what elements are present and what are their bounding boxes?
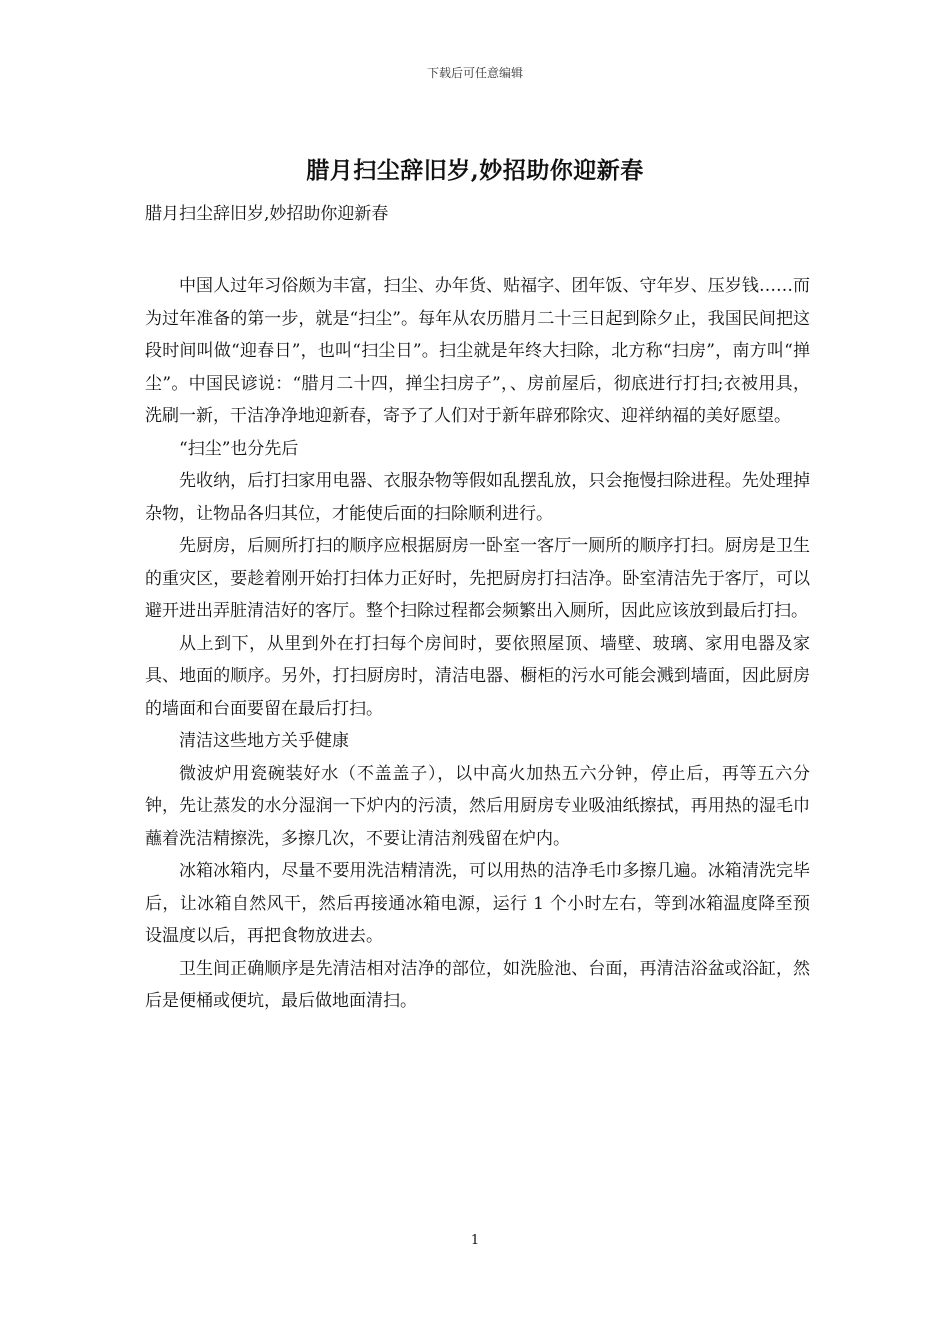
- section-heading-health: 清洁这些地方关乎健康: [179, 731, 349, 751]
- page-title: 腊月扫尘辞旧岁,妙招助你迎新春: [306, 157, 644, 184]
- paragraph-bathroom: 卫生间正确顺序是先清洁相对洁净的部位，如洗脸池、台面，再清洁浴盆或浴缸，然后是便桶或便坑，最后做地面清扫。: [145, 958, 810, 1011]
- section-heading-order: “扫尘”也分先后: [179, 438, 299, 459]
- paragraph-storage-first: 先收纳，后打扫家用电器、衣服杂物等假如乱摆乱放，只会拖慢扫除进程。先处理掉杂物，让物品各归其位，才能使后面的扫除顺利进行。: [145, 471, 810, 524]
- paragraph-top-to-bottom: 从上到下，从里到外在打扫每个房间时，要依照屋顶、墙壁、玻璃、家用电器及家具、地面的顺序。另外，打扫厨房时，清洁电器、橱柜的污水可能会溅到墙面，因此厨房的墙面和台面要留在最后打扫。: [145, 633, 810, 719]
- paragraph-fridge: 冰箱冰箱内，尽量不要用洗洁精清洗，可以用热的洁净毛巾多擦几遍。冰箱清洗完毕后，让冰箱自然风干，然后再接通冰箱电源，运行 1 个小时左右，等到冰箱温度降至预设温度以后，再把食物放进去。: [145, 861, 810, 946]
- paragraph-kitchen-first: 先厨房，后厕所打扫的顺序应根据厨房一卧室一客厅一厕所的顺序打扫。厨房是卫生的重灾区，要趁着刚开始打扫体力正好时，先把厨房打扫洁净。卧室清洁先于客厅，可以避开进出弄脏清洁好的客厅。整个扫除过程都会频繁出入厕所，因此应该放到最后打扫。: [145, 536, 810, 621]
- paragraph-microwave: 微波炉用瓷碗装好水（不盖盖子），以中高火加热五六分钟，停止后，再等五六分钟，先让蒸发的水分湿润一下炉内的污渍，然后用厨房专业吸油纸擦拭，再用热的湿毛巾蘸着洗洁精擦洗，多擦几次，不要让清洁剂残留在炉内。: [145, 763, 810, 849]
- page-subtitle: 腊月扫尘辞旧岁,妙招助你迎新春: [145, 204, 389, 224]
- page-number: 1: [470, 1233, 480, 1248]
- paragraph-intro: 中国人过年习俗颇为丰富，扫尘、办年货、贴福字、团年饭、守年岁、压岁钱……而为过年准备的第一步，就是“扫尘”。每年从农历腊月二十三日起到除夕止，我国民间把这段时间叫做“迎春日”，也叫“扫尘日”。扫尘就是年终大扫除，北方称“扫房”，南方叫“掸尘”。中国民谚说：“腊月二十四，掸尘扫房子”，、房前屋后，彻底进行打扫;衣被用具，洗刷一新，干洁净净地迎新春，寄予了人们对于新年辟邪除灾、迎祥纳福的美好愿望。: [145, 276, 810, 426]
- article-body: [145, 270, 810, 1018]
- header-note: 下载后可任意编辑: [426, 66, 523, 80]
